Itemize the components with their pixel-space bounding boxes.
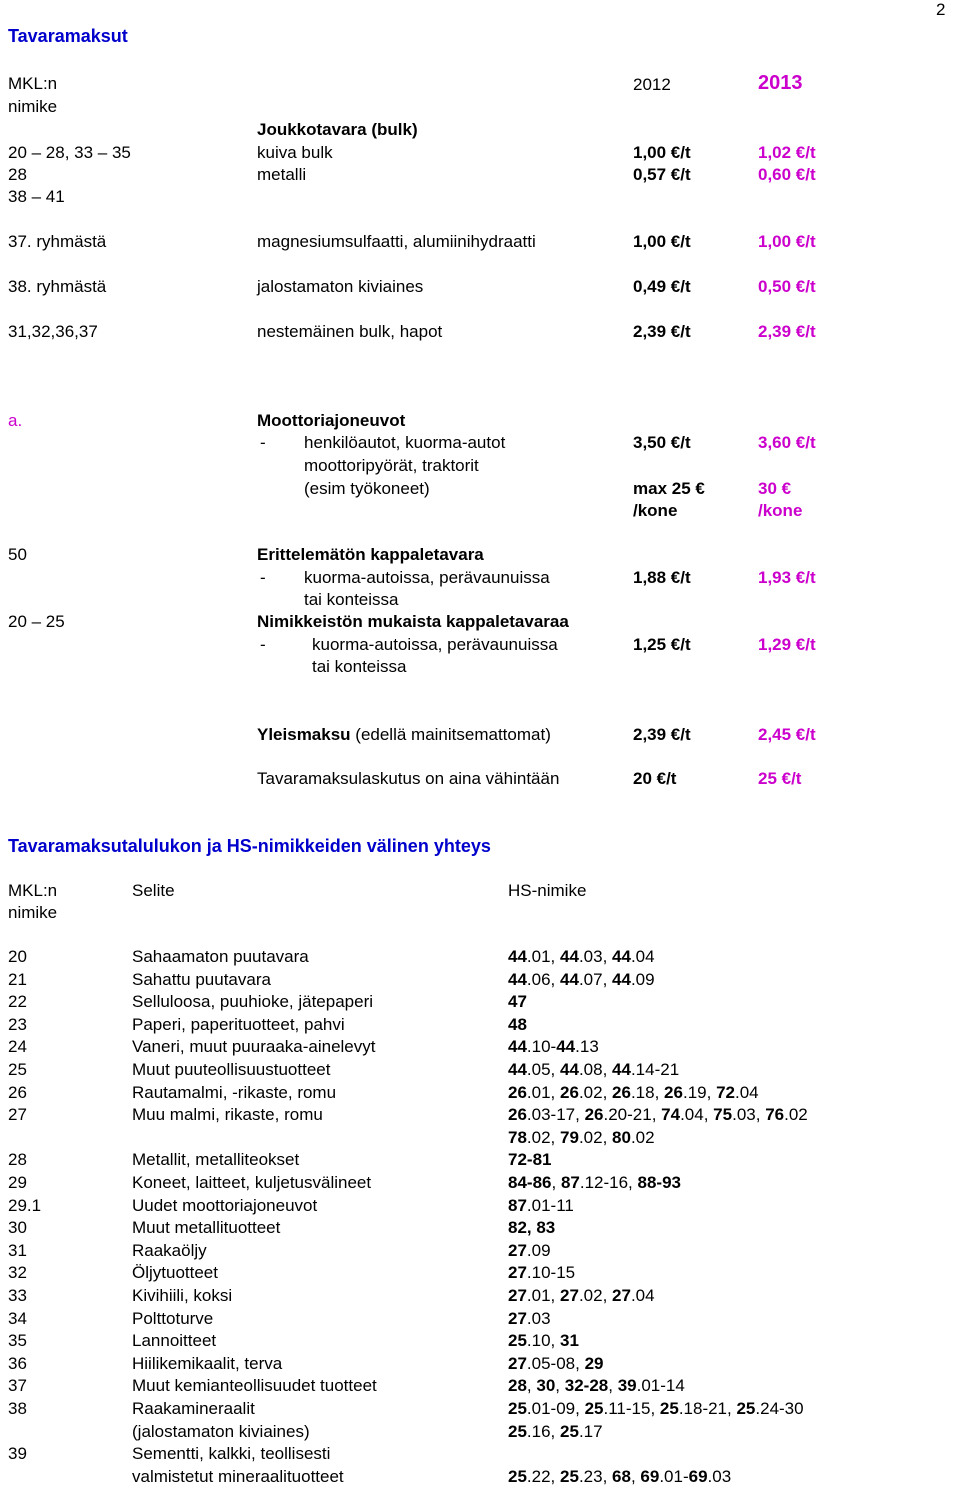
single-2013: 1,00 €/t — [758, 232, 816, 251]
hs-code-part: .19, — [682, 1082, 717, 1102]
hs-code-part: .02, — [578, 1082, 613, 1102]
hs-code-part: 25 — [508, 1466, 527, 1486]
hs-code-part: 26 — [508, 1082, 527, 1102]
hs-code-part: 44 — [612, 969, 631, 989]
hs-code-part: 44 — [612, 947, 631, 966]
vehicles-code: a. — [8, 411, 23, 430]
hs-row-codes — [508, 1309, 551, 1329]
hs-code-part: 72-81 — [508, 1150, 552, 1170]
hs-code-part: .17 — [578, 1421, 603, 1441]
hs-row-code: 38 — [8, 1399, 27, 1418]
hs-row-code: 34 — [8, 1308, 27, 1328]
hs-code-part: .03 — [707, 1466, 732, 1486]
hs-row-desc: Muut puuteollisuustuotteet — [132, 1060, 331, 1079]
hs-row-desc: Sahaamaton puutavara — [132, 947, 309, 966]
hs-code-part: , — [608, 1376, 618, 1396]
minimum-2012: 20 €/t — [633, 769, 677, 788]
hs-row-codes — [508, 1083, 759, 1103]
hs-code-part: 79 — [560, 1127, 579, 1147]
hs-row-desc: Paperi, paperituotteet, pahvi — [132, 1014, 345, 1034]
hs-row-code: 20 — [8, 947, 27, 966]
vehicles-2012-max: max 25 € — [633, 479, 705, 498]
hs-code-part: .03, — [578, 947, 613, 966]
hs-row-codes — [508, 1173, 681, 1193]
nomen-heading: Nimikkeistön mukaista kappaletavaraa — [257, 612, 569, 631]
hs-code-part: 27 — [508, 1240, 527, 1260]
hs-row-codes — [508, 1060, 679, 1080]
section2-mkl-label: MKL:n — [8, 881, 58, 900]
bulk-code: 20 – 28, 33 – 35 — [8, 143, 131, 162]
hs-row-codes — [508, 1150, 551, 1170]
nomen-dash: - — [260, 635, 266, 654]
hs-code-part: .05-08, — [526, 1353, 585, 1373]
hs-row-desc: valmistetut mineraalituotteet — [132, 1466, 344, 1486]
hs-code-part: 26 — [584, 1105, 604, 1125]
hs-code-part: .06, — [526, 969, 561, 989]
hs-code-part: .01, — [526, 1082, 561, 1102]
hs-code-part: 84-86 — [508, 1173, 552, 1192]
hs-row-code: 37 — [8, 1376, 27, 1396]
general-line1: kuorma-autoissa, perävaunuissa — [304, 568, 550, 587]
section2-nimike-label: nimike — [8, 903, 58, 922]
hs-code-part: 25 — [584, 1399, 604, 1418]
hs-row-codes — [508, 1218, 555, 1238]
hs-row-codes — [508, 1105, 808, 1125]
hs-code-part: .03-17, — [526, 1105, 585, 1125]
hs-code-part: 78 — [508, 1127, 527, 1147]
hs-code-part: 75 — [713, 1105, 733, 1125]
page-title: Tavaramaksut — [8, 26, 128, 46]
hs-code-part: .03 — [526, 1308, 551, 1328]
hs-code-part: 32-28 — [564, 1376, 609, 1396]
hs-code-part: 68 — [612, 1466, 631, 1486]
hs-code-part: 31 — [560, 1331, 579, 1351]
hs-code-part: 87 — [508, 1195, 527, 1215]
hs-code-part: 44 — [508, 947, 527, 966]
hs-code-part: 44 — [508, 1060, 527, 1079]
general-2012: 1,88 €/t — [633, 568, 691, 587]
hs-code-part: .02 — [784, 1105, 808, 1125]
hs-code-part: 69 — [688, 1466, 708, 1486]
hs-code-part: 47 — [508, 992, 527, 1012]
hs-row-desc: Muu malmi, rikaste, romu — [132, 1105, 323, 1125]
general-2013: 1,93 €/t — [758, 568, 816, 587]
hs-row-code: 27 — [8, 1105, 27, 1125]
single-2012: 1,00 €/t — [633, 232, 691, 251]
hs-row-codes — [508, 1037, 599, 1057]
hs-row-desc: Sementti, kalkki, teollisesti — [132, 1444, 331, 1464]
hs-code-part: .01-14 — [636, 1376, 685, 1396]
hs-row-codes — [508, 992, 527, 1012]
vehicles-heading: Moottoriajoneuvot — [257, 411, 406, 430]
hs-row-codes — [508, 947, 655, 967]
hs-code-part: .01-11 — [526, 1195, 574, 1215]
hs-row-code: 31 — [8, 1240, 27, 1260]
hs-code-part: 27 — [508, 1308, 527, 1328]
hs-code-part: .18, — [630, 1082, 665, 1102]
hs-row-desc: Polttoturve — [132, 1308, 214, 1328]
section2-hs-header: HS-nimike — [508, 881, 587, 900]
hs-code-part: .01- — [659, 1466, 689, 1486]
vehicles-line2: moottoripyörät, traktorit — [304, 456, 479, 475]
hs-row-desc: Vaneri, muut puuraaka-ainelevyt — [132, 1037, 376, 1057]
general-line2: tai konteissa — [304, 590, 399, 609]
hs-row-desc: Lannoitteet — [132, 1331, 217, 1351]
hs-code-part: .05, — [526, 1060, 561, 1079]
vehicles-dash: - — [260, 433, 266, 452]
hs-code-part: 88-93 — [637, 1173, 681, 1192]
hs-code-part: .02, — [526, 1127, 561, 1147]
vehicles-2012-rate: 3,50 €/t — [633, 433, 691, 452]
hs-row-code: 22 — [8, 992, 27, 1012]
header-nimike-label: nimike — [8, 97, 58, 116]
hs-code-part: .12-16, — [579, 1173, 638, 1192]
bulk-code: 28 — [8, 165, 27, 184]
yleismaksu-label — [257, 725, 551, 745]
hs-code-part: 74 — [661, 1105, 681, 1125]
hs-code-part: 44 — [560, 947, 579, 966]
single-desc: jalostamaton kiviaines — [257, 277, 424, 296]
hs-row-code: 21 — [8, 969, 27, 989]
hs-code-part: .18-21, — [678, 1399, 737, 1418]
hs-row-desc: Raakamineraalit — [132, 1399, 255, 1418]
hs-code-part: .24-30 — [755, 1399, 804, 1418]
hs-code-part: .10- — [526, 1037, 557, 1057]
hs-row-codes — [508, 1399, 804, 1419]
bulk-code: 38 – 41 — [8, 187, 65, 206]
hs-row-codes — [508, 1354, 604, 1374]
hs-code-part: , — [630, 1466, 641, 1486]
page-number: 2 — [936, 0, 946, 19]
hs-row-desc: Muut metallituotteet — [132, 1218, 281, 1238]
hs-row-code: 32 — [8, 1263, 27, 1283]
hs-code-part: 27 — [508, 1263, 527, 1283]
hs-code-part: 29 — [584, 1353, 604, 1373]
hs-code-part: .23, — [578, 1466, 613, 1486]
hs-code-part: .07, — [578, 969, 613, 989]
hs-code-part: .22, — [526, 1466, 561, 1486]
vehicles-2013-max: 30 € — [758, 479, 792, 498]
hs-code-part: .01-09, — [526, 1399, 585, 1418]
hs-code-part: .01, — [526, 947, 561, 966]
hs-code-part: .04 — [630, 1286, 655, 1305]
hs-code-part: 26 — [664, 1082, 683, 1102]
hs-row-code: 29 — [8, 1173, 27, 1192]
hs-row-codes — [508, 1467, 731, 1487]
yleismaksu-bold: Yleismaksu — [257, 725, 351, 744]
hs-row-code: 26 — [8, 1082, 27, 1102]
hs-code-part: 27 — [508, 1286, 527, 1305]
hs-code-part: .03, — [732, 1105, 766, 1125]
header-year-2013: 2013 — [758, 72, 803, 94]
hs-code-part: 30 — [536, 1376, 556, 1396]
general-code: 50 — [8, 545, 27, 564]
hs-code-part: .11-15, — [603, 1399, 660, 1418]
hs-row-code: 23 — [8, 1014, 27, 1034]
hs-row-desc: Hiilikemikaalit, terva — [132, 1353, 283, 1373]
bulk-2013: 1,02 €/t — [758, 143, 816, 162]
bulk-2013: 0,60 €/t — [758, 165, 816, 184]
hs-code-part: 25 — [659, 1399, 679, 1418]
hs-row-desc: Muut kemianteollisuudet tuotteet — [132, 1376, 377, 1396]
hs-code-part: .14-21 — [630, 1060, 680, 1079]
single-2013: 2,39 €/t — [758, 322, 816, 341]
hs-code-part: 26 — [508, 1105, 527, 1125]
hs-row-codes — [508, 1128, 655, 1148]
hs-code-part: 26 — [612, 1082, 631, 1102]
vehicles-line1: henkilöautot, kuorma-autot — [304, 433, 506, 452]
header-mkl-label: MKL:n — [8, 74, 58, 93]
hs-row-code: 25 — [8, 1060, 27, 1079]
minimum-2013: 25 €/t — [758, 769, 802, 788]
single-2013: 0,50 €/t — [758, 277, 816, 296]
hs-row-desc: Rautamalmi, -rikaste, romu — [132, 1082, 337, 1102]
hs-code-part: .13 — [575, 1037, 599, 1057]
vehicles-2013-unit: /kone — [758, 501, 803, 520]
hs-code-part: .16, — [526, 1421, 561, 1441]
hs-code-part: 39 — [617, 1376, 637, 1396]
single-code: 37. ryhmästä — [8, 232, 107, 251]
nomen-line1: kuorma-autoissa, perävaunuissa — [312, 635, 558, 654]
hs-row-desc: Kivihiili, koksi — [132, 1286, 233, 1305]
hs-row-code: 30 — [8, 1218, 27, 1238]
hs-row-code: 35 — [8, 1331, 27, 1351]
hs-code-part: 27 — [612, 1286, 631, 1305]
hs-row-desc: Selluloosa, puuhioke, jätepaperi — [132, 992, 374, 1012]
hs-code-part: .02, — [578, 1127, 613, 1147]
yleismaksu-2013: 2,45 €/t — [758, 725, 816, 744]
hs-code-part: .04 — [630, 947, 655, 966]
single-code: 31,32,36,37 — [8, 322, 98, 341]
hs-code-part: 76 — [765, 1105, 785, 1125]
hs-code-part: , — [526, 1376, 537, 1396]
hs-row-code: 36 — [8, 1353, 27, 1373]
hs-code-part: 25 — [736, 1399, 756, 1418]
yleismaksu-2012: 2,39 €/t — [633, 725, 691, 744]
hs-row-code: 24 — [8, 1037, 27, 1057]
hs-code-part: 25 — [508, 1331, 527, 1351]
bulk-heading: Joukkotavara (bulk) — [257, 120, 418, 139]
hs-code-part: .02, — [578, 1286, 613, 1305]
hs-code-part: 25 — [560, 1466, 579, 1486]
hs-row-codes — [508, 1422, 603, 1442]
hs-code-part: 44 — [508, 1037, 527, 1057]
single-desc: nestemäinen bulk, hapot — [257, 322, 443, 341]
hs-row-codes — [508, 1196, 574, 1216]
hs-row-codes — [508, 1241, 551, 1261]
hs-row-codes — [508, 970, 655, 990]
bulk-desc: kuiva bulk — [257, 143, 333, 162]
hs-code-part: .10-15 — [526, 1263, 576, 1283]
hs-code-part: .20-21, — [603, 1105, 662, 1125]
hs-row-desc: Uudet moottoriajoneuvot — [132, 1195, 318, 1215]
hs-row-code: 29.1 — [8, 1195, 42, 1215]
bulk-2012: 1,00 €/t — [633, 143, 691, 162]
hs-code-part: 44 — [560, 969, 579, 989]
hs-code-part: .01, — [526, 1286, 561, 1305]
hs-row-desc: (jalostamaton kiviaines) — [132, 1421, 310, 1441]
nomen-2012: 1,25 €/t — [633, 635, 691, 654]
hs-row-code: 28 — [8, 1150, 27, 1170]
nomen-code: 20 – 25 — [8, 612, 65, 631]
hs-code-part: .09 — [630, 969, 655, 989]
nomen-line2: tai konteissa — [312, 657, 407, 676]
header-year-2012: 2012 — [633, 75, 671, 94]
hs-code-part: .04, — [680, 1105, 714, 1125]
single-2012: 2,39 €/t — [633, 322, 691, 341]
hs-row-desc: Raakaöljy — [132, 1240, 207, 1260]
general-dash: - — [260, 568, 266, 587]
hs-code-part: , — [551, 1173, 561, 1192]
hs-code-part: 44 — [508, 969, 527, 989]
hs-code-part: .10, — [526, 1331, 561, 1351]
hs-code-part: 87 — [560, 1173, 580, 1192]
hs-code-part: 72 — [716, 1082, 735, 1102]
hs-code-part: 69 — [640, 1466, 660, 1486]
hs-code-part: 27 — [560, 1286, 579, 1305]
vehicles-line3: (esim työkoneet) — [304, 479, 430, 498]
minimum-label: Tavaramaksulaskutus on aina vähintään — [257, 769, 560, 788]
hs-code-part: 80 — [612, 1127, 631, 1147]
hs-row-desc: Sahattu puutavara — [132, 969, 271, 989]
hs-code-part: 28 — [508, 1376, 527, 1396]
general-heading: Erittelemätön kappaletavara — [257, 545, 484, 564]
hs-code-part: 25 — [508, 1399, 527, 1418]
yleismaksu-rest: (edellä mainitsemattomat) — [350, 725, 551, 744]
section2-selite-header: Selite — [132, 881, 175, 900]
hs-row-codes — [508, 1376, 685, 1396]
hs-code-part: .09 — [526, 1240, 551, 1260]
hs-code-part: 82, 83 — [508, 1218, 556, 1238]
hs-row-code: 39 — [8, 1444, 27, 1464]
hs-code-part: 27 — [508, 1353, 527, 1373]
hs-code-part: 26 — [560, 1082, 579, 1102]
bulk-desc: metalli — [257, 165, 307, 184]
hs-row-desc: Koneet, laitteet, kuljetusvälineet — [132, 1173, 372, 1192]
nomen-2013: 1,29 €/t — [758, 635, 816, 654]
vehicles-2012-unit: /kone — [633, 501, 678, 520]
hs-row-codes — [508, 1331, 579, 1351]
hs-code-part: , — [555, 1376, 565, 1396]
hs-code-part: .02 — [630, 1127, 655, 1147]
hs-row-desc: Öljytuotteet — [132, 1263, 218, 1283]
hs-code-part: 25 — [508, 1421, 527, 1441]
single-2012: 0,49 €/t — [633, 277, 691, 296]
hs-code-part: 44 — [612, 1060, 631, 1079]
hs-row-codes — [508, 1286, 655, 1306]
single-code: 38. ryhmästä — [8, 277, 107, 296]
hs-code-part: 44 — [560, 1060, 579, 1079]
section2-title: Tavaramaksutalulukon ja HS-nimikkeiden välinen yhteys — [8, 836, 491, 856]
hs-row-codes — [508, 1015, 527, 1035]
hs-row-codes — [508, 1263, 575, 1283]
vehicles-2013-rate: 3,60 €/t — [758, 433, 816, 452]
hs-code-part: .08, — [578, 1060, 613, 1079]
hs-code-part: 25 — [560, 1421, 579, 1441]
hs-code-part: .04 — [734, 1082, 759, 1102]
hs-row-desc: Metallit, metalliteokset — [132, 1150, 300, 1170]
bulk-2012: 0,57 €/t — [633, 165, 691, 184]
hs-code-part: 48 — [508, 1014, 527, 1034]
single-desc: magnesiumsulfaatti, alumiinihydraatti — [257, 232, 536, 251]
hs-code-part: 44 — [556, 1037, 576, 1057]
hs-row-code: 33 — [8, 1286, 27, 1305]
